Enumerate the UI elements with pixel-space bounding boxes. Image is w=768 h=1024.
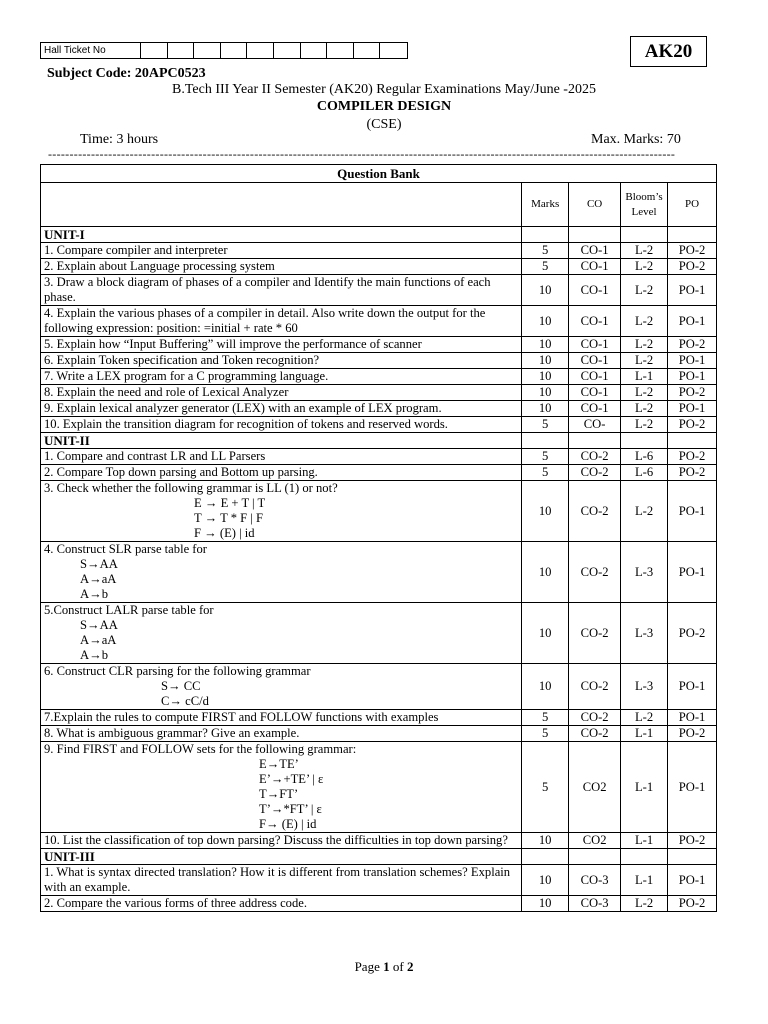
bloom-level-cell: L-2 [621,259,668,275]
co-cell: CO-1 [569,353,621,369]
unit-row [41,227,717,243]
unit-empty-cell [621,227,668,243]
table-row [41,369,717,385]
co-cell: CO-2 [569,449,621,465]
question-cell [41,603,522,664]
po-cell: PO-1 [668,401,717,417]
co-cell: CO-1 [569,259,621,275]
unit-empty-cell [522,227,569,243]
po-cell: PO-2 [668,726,717,742]
question-cell [41,449,522,465]
po-cell: PO-2 [668,896,717,912]
max-marks: Max. Marks: 70 [591,132,681,147]
co-cell: CO-1 [569,243,621,259]
question-cell [41,896,522,912]
unit-row [41,433,717,449]
marks-cell: 10 [522,353,569,369]
bloom-level-cell: L-2 [621,417,668,433]
po-cell: PO-2 [668,603,717,664]
header-marks: Marks [522,183,569,227]
question-cell [41,337,522,353]
co-cell: CO-2 [569,481,621,542]
co-cell: CO-1 [569,401,621,417]
question-cell [41,742,522,833]
unit-empty-cell [668,849,717,865]
header-po: PO [668,183,717,227]
hall-ticket-digit-box[interactable] [141,43,168,58]
table-row [41,417,717,433]
co-cell: CO- [569,417,621,433]
question-text: 10. List the classification of top down parsing? Discuss the difficulties in top down parsing? [44,833,508,847]
table-title: Question Bank [41,165,717,183]
marks-cell: 10 [522,385,569,401]
bloom-level-cell: L-1 [621,369,668,385]
hall-ticket-digit-box[interactable] [194,43,221,58]
question-cell [41,726,522,742]
grammar-production: A→aA [80,633,117,647]
question-text: 5.Construct LALR parse table for [44,603,214,617]
marks-cell: 5 [522,259,569,275]
unit-heading: UNIT-I [41,227,522,243]
bloom-level-cell: L-2 [621,306,668,337]
bloom-level-cell: L-1 [621,833,668,849]
bloom-level-cell: L-2 [621,710,668,726]
hall-ticket-digit-box[interactable] [301,43,328,58]
question-cell [41,417,522,433]
question-text: 3. Check whether the following grammar is LL (1) or not? [44,481,338,495]
unit-empty-cell [569,227,621,243]
question-text: 1. Compare and contrast LR and LL Parsers [44,449,266,463]
grammar-production: T → T * F | F [194,511,264,525]
marks-cell: 5 [522,726,569,742]
page-total: 2 [406,959,414,974]
po-cell: PO-2 [668,243,717,259]
header-question [41,183,522,227]
question-cell [41,664,522,710]
unit-empty-cell [621,849,668,865]
question-text: 9. Explain lexical analyzer generator (LEX) with an example of LEX program. [44,401,442,415]
marks-cell: 10 [522,337,569,353]
unit-empty-cell [522,433,569,449]
co-cell: CO-2 [569,603,621,664]
question-text: 8. What is ambiguous grammar? Give an example. [44,726,300,740]
question-cell [41,710,522,726]
question-text: 4. Construct SLR parse table for [44,542,207,556]
page-number: 1 [383,959,390,974]
marks-cell: 5 [522,417,569,433]
co-cell: CO-2 [569,726,621,742]
table-row [41,449,717,465]
question-text: 4. Explain the various phases of a compiler in detail. Also write down the output for the following expression: position: =initial + rate * 60 [44,306,486,335]
marks-cell: 5 [522,243,569,259]
po-cell: PO-1 [668,865,717,896]
unit-heading: UNIT-III [41,849,522,865]
po-cell: PO-2 [668,833,717,849]
marks-cell: 10 [522,664,569,710]
question-text: 6. Explain Token specification and Token recognition? [44,353,320,367]
table-row [41,306,717,337]
bloom-level-cell: L-2 [621,337,668,353]
table-row [41,726,717,742]
unit-empty-cell [522,849,569,865]
table-row [41,742,717,833]
question-text: 2. Compare Top down parsing and Bottom up parsing. [44,465,318,479]
question-cell [41,542,522,603]
marks-cell: 10 [522,865,569,896]
table-row [41,542,717,603]
question-text: 9. Find FIRST and FOLLOW sets for the following grammar: [44,742,357,756]
grammar-production: E → E + T | T [194,496,266,510]
bloom-level-cell: L-2 [621,353,668,369]
question-text: 6. Construct CLR parsing for the following grammar [44,664,311,678]
po-cell: PO-2 [668,465,717,481]
hall-ticket-digit-box[interactable] [247,43,274,58]
po-cell: PO-1 [668,710,717,726]
po-cell: PO-1 [668,481,717,542]
marks-cell: 5 [522,465,569,481]
branch: (CSE) [366,117,402,132]
page-prefix: Page [354,959,384,974]
grammar-production: S→ CC [161,679,201,693]
marks-cell: 10 [522,306,569,337]
question-cell [41,243,522,259]
co-cell: CO-1 [569,385,621,401]
po-cell: PO-1 [668,664,717,710]
co-cell: CO-2 [569,542,621,603]
grammar-production: A→aA [80,572,117,586]
marks-cell: 10 [522,481,569,542]
regulation-code-badge: AK20 [630,36,707,67]
marks-cell: 5 [522,710,569,726]
marks-cell: 5 [522,449,569,465]
exam-duration: Time: 3 hours [80,132,159,147]
question-cell [41,306,522,337]
hall-ticket-field [40,42,408,59]
unit-heading: UNIT-II [41,433,522,449]
grammar-production: F → (E) | id [194,526,255,540]
hall-ticket-digit-box[interactable] [168,43,195,58]
table-row [41,353,717,369]
bloom-level-cell: L-2 [621,401,668,417]
course-title: COMPILER DESIGN [316,99,452,114]
table-row [41,465,717,481]
co-cell: CO2 [569,742,621,833]
bloom-level-cell: L-2 [621,481,668,542]
table-row [41,664,717,710]
marks-cell: 10 [522,833,569,849]
exam-title: B.Tech III Year II Semester (AK20) Regular Examinations May/June -2025 [172,82,596,97]
table-row [41,401,717,417]
co-cell: CO-2 [569,465,621,481]
marks-cell: 10 [522,603,569,664]
grammar-production: A→b [80,587,108,601]
bloom-level-cell: L-2 [621,385,668,401]
po-cell: PO-1 [668,369,717,385]
question-cell [41,385,522,401]
co-cell: CO-1 [569,369,621,385]
marks-cell: 10 [522,542,569,603]
question-cell [41,481,522,542]
co-cell: CO-1 [569,337,621,353]
po-cell: PO-1 [668,742,717,833]
grammar-production: C→ cC/d [161,694,209,708]
po-cell: PO-1 [668,542,717,603]
grammar-production: F→ (E) | id [259,817,317,831]
bloom-level-cell: L-3 [621,542,668,603]
po-cell: PO-2 [668,259,717,275]
question-cell [41,865,522,896]
table-row [41,275,717,306]
grammar-production: E’→+TE’ | ε [259,772,324,786]
table-row [41,337,717,353]
question-text: 1. What is syntax directed translation? How it is different from translation schemes? Explain with an example. [44,865,511,894]
co-cell: CO-1 [569,306,621,337]
question-text: 7. Write a LEX program for a C programming language. [44,369,329,383]
po-cell: PO-2 [668,337,717,353]
table-row [41,833,717,849]
table-title-row [41,165,717,183]
co-cell: CO2 [569,833,621,849]
unit-empty-cell [621,433,668,449]
bloom-level-cell: L-1 [621,742,668,833]
po-cell: PO-1 [668,353,717,369]
question-cell [41,275,522,306]
hall-ticket-digit-box[interactable] [354,43,381,58]
bloom-level-cell: L-2 [621,896,668,912]
question-cell [41,465,522,481]
marks-cell: 10 [522,369,569,385]
bloom-level-cell: L-2 [621,275,668,306]
co-cell: CO-3 [569,896,621,912]
table-row [41,710,717,726]
question-cell [41,369,522,385]
bloom-level-cell: L-1 [621,865,668,896]
unit-row [41,849,717,865]
marks-cell: 10 [522,275,569,306]
bloom-level-cell: L-2 [621,243,668,259]
unit-empty-cell [668,227,717,243]
question-text: 1. Compare compiler and interpreter [44,243,228,257]
grammar-production: A→b [80,648,108,662]
table-row [41,865,717,896]
question-text: 2. Explain about Language processing system [44,259,275,273]
question-text: 10. Explain the transition diagram for recognition of tokens and reserved words. [44,417,448,431]
unit-empty-cell [668,433,717,449]
separator-line: -------------------------------------------------------------------------------------------------------------------------------------------------- [48,147,676,161]
po-cell: PO-2 [668,385,717,401]
question-text: 3. Draw a block diagram of phases of a compiler and Identify the main functions of each phase. [44,275,491,304]
table-row [41,243,717,259]
po-cell: PO-2 [668,449,717,465]
hall-ticket-label: Hall Ticket No [41,43,141,58]
bloom-level-cell: L-6 [621,449,668,465]
bloom-level-cell: L-6 [621,465,668,481]
marks-cell: 10 [522,896,569,912]
table-row [41,385,717,401]
marks-cell: 10 [522,401,569,417]
grammar-production: T→FT’ [259,787,299,801]
page-of: of [389,959,407,974]
question-text: 2. Compare the various forms of three address code. [44,896,307,910]
table-header-row [41,183,717,227]
bloom-level-cell: L-3 [621,664,668,710]
bloom-level-cell: L-3 [621,603,668,664]
question-cell [41,833,522,849]
question-text: 8. Explain the need and role of Lexical Analyzer [44,385,289,399]
subject-code: Subject Code: 20APC0523 [47,66,206,81]
grammar-production: S→AA [80,618,118,632]
grammar-production: S→AA [80,557,118,571]
table-row [41,603,717,664]
table-row [41,896,717,912]
marks-cell: 5 [522,742,569,833]
po-cell: PO-2 [668,417,717,433]
question-cell [41,353,522,369]
grammar-production: T’→*FT’ | ε [259,802,322,816]
question-cell [41,401,522,417]
table-row [41,259,717,275]
co-cell: CO-2 [569,710,621,726]
co-cell: CO-2 [569,664,621,710]
hall-ticket-digit-box[interactable] [327,43,354,58]
hall-ticket-digit-box[interactable] [274,43,301,58]
po-cell: PO-1 [668,275,717,306]
question-cell [41,259,522,275]
bloom-level-cell: L-1 [621,726,668,742]
page-footer [0,959,768,975]
unit-empty-cell [569,433,621,449]
table-row [41,481,717,542]
co-cell: CO-1 [569,275,621,306]
question-text: 5. Explain how “Input Buffering” will improve the performance of scanner [44,337,422,351]
hall-ticket-digit-box[interactable] [221,43,248,58]
question-bank-table [40,164,717,912]
co-cell: CO-3 [569,865,621,896]
unit-empty-cell [569,849,621,865]
header-bloom-level: Bloom’s Level [621,183,668,227]
grammar-production: E→TE’ [259,757,299,771]
header-co: CO [569,183,621,227]
hall-ticket-digit-box[interactable] [380,43,407,58]
po-cell: PO-1 [668,306,717,337]
question-text: 7.Explain the rules to compute FIRST and FOLLOW functions with examples [44,710,439,724]
